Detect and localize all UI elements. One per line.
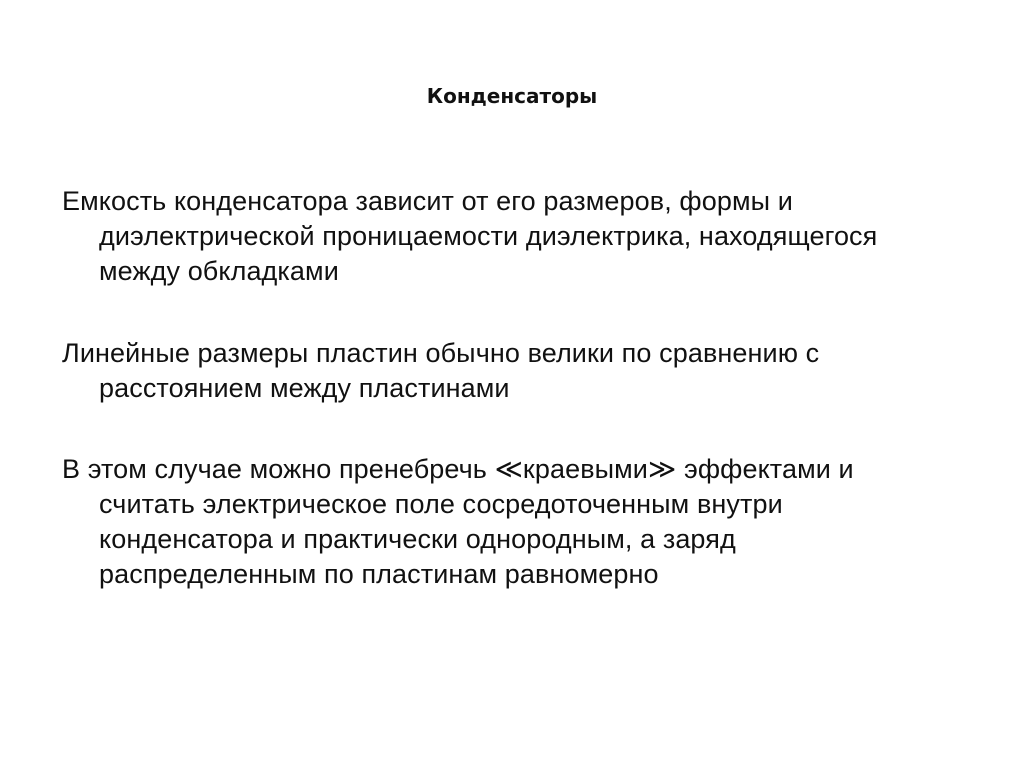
paragraph-line: Емкость конденсатора зависит от его размеров, формы и xyxy=(62,186,793,216)
paragraph-line: конденсатора и практически однородным, а заряд xyxy=(99,524,736,554)
paragraph-line: расстоянием между пластинами xyxy=(99,373,510,403)
paragraph-plate-dimensions xyxy=(62,336,942,406)
paragraph-line: распределенным по пластинам равномерно xyxy=(99,559,659,589)
slide-title: Конденсаторы xyxy=(426,84,598,108)
paragraph-capacitance xyxy=(62,184,942,289)
paragraph-line: между обкладками xyxy=(99,256,339,286)
paragraph-line: Линейные размеры пластин обычно велики по сравнению с xyxy=(62,338,820,368)
paragraph-line: диэлектрической проницаемости диэлектрика, находящегося xyxy=(99,221,878,251)
paragraph-line: считать электрическое поле сосредоточенным внутри xyxy=(99,489,783,519)
paragraph-line: В этом случае можно пренебречь ≪краевыми≫ эффектами и xyxy=(62,454,854,484)
paragraph-edge-effects xyxy=(62,452,942,592)
